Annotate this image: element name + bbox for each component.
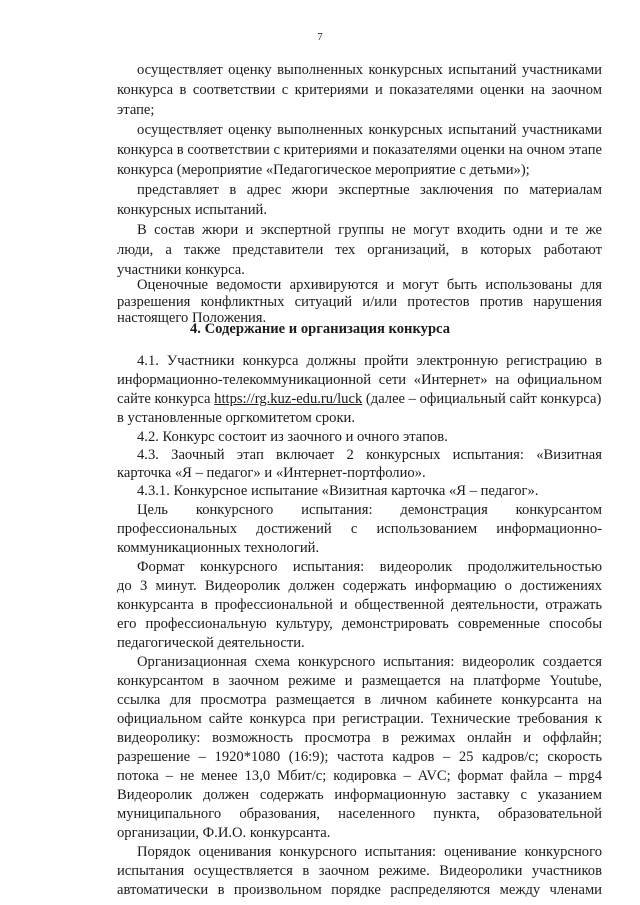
text-line: Формат конкурсного испытания: видеоролик продолжительностью [137, 559, 602, 575]
text-line: 4.2. Конкурс состоит из заочного и очного этапов. [137, 429, 448, 445]
text-line: осуществляет оценку выполненных конкурсных испытаний участниками [137, 62, 602, 78]
text-line: В состав жюри и экспертной группы не могут входить одни и те же [137, 222, 602, 238]
text-line: конкурса в соответствии с критериями и показателями оценки на очном этапе [117, 142, 602, 158]
text-line: карточка «Я – педагог» и «Интернет-портфолио». [117, 465, 426, 481]
text-line: коммуникационных технологий. [117, 540, 320, 556]
text-line: Организационная схема конкурсного испытания: видеоролик создается [137, 654, 602, 670]
text-line: официальном сайте конкурса при регистрации. Технические требования к [117, 711, 602, 727]
text-line: участники конкурса. [117, 262, 245, 278]
text-line: организации, Ф.И.О. конкурсанта. [117, 825, 331, 841]
text-line: осуществляет оценку выполненных конкурсных испытаний участниками [137, 122, 602, 138]
text-line: Оценочные ведомости архивируются и могут быть использованы для [137, 277, 602, 293]
text-line: 4.3.1. Конкурсное испытание «Визитная карточка «Я – педагог». [137, 483, 539, 499]
text-line: 4.3. Заочный этап включает 2 конкурсных испытания: «Визитная [137, 447, 602, 463]
text-line: его профессиональную культуру, демонстрировать современные способы [117, 616, 602, 632]
text-line: люди, а также представители тех организаций, в которых работают [117, 242, 602, 258]
text-line: конкурсантом в заочном режиме и размещается на платформе Youtube, [117, 673, 602, 689]
text-line: в установленные оргкомитетом сроки. [117, 410, 356, 426]
text-line: представляет в адрес жюри экспертные заключения по материалам [137, 182, 602, 198]
text-line: испытания осуществляется в заочном режиме. Видеоролики участников [117, 863, 602, 879]
text-line: ссылка для просмотра размещается в личном кабинете конкурсанта на [117, 692, 602, 708]
text-line: Цель конкурсного испытания: демонстрация конкурсантом [137, 502, 602, 518]
text-line: этапе; [117, 102, 155, 118]
text-line: информационно-телекоммуникационной сети «Интернет» на официальном [117, 372, 602, 388]
text-line: конкурсанта в профессиональной и общественной деятельности, отражать [117, 597, 602, 613]
text-line: 4.1. Участники конкурса должны пройти электронную регистрацию в [137, 353, 602, 369]
text-line: педагогической деятельности. [117, 635, 305, 651]
text-line: до 3 минут. Видеоролик должен содержать информацию о достижениях [117, 578, 602, 594]
text-line: Видеоролик должен содержать информационную заставку с указанием [117, 787, 602, 803]
text-line: муниципального образования, населенного пункта, образовательной [117, 806, 602, 822]
text-line: видеоролику: возможность просмотра в режимах онлайн и оффлайн; [117, 730, 602, 746]
text-line [117, 390, 602, 408]
text-fragment: (далее – официальный сайт конкурса) [365, 391, 602, 407]
text-line: настоящего Положения. [117, 310, 267, 326]
text-line: автоматически в произвольном порядке распределяются между членами [117, 882, 602, 898]
text-line: профессиональных достижений с использованием информационно- [117, 521, 602, 537]
text-line: потока – не менее 13,0 Мбит/с; кодировка – AVC; формат файла – mpg4 [117, 768, 602, 784]
section-heading: 4. Содержание и организация конкурса [189, 321, 451, 337]
text-line: конкурса (мероприятие «Педагогическое мероприятие с детьми»); [117, 162, 530, 178]
text-line: конкурса в соответствии с критериями и показателями оценки на заочном [117, 82, 602, 98]
text-line: разрешение – 1920*1080 (16:9); частота кадров – 25 кадров/с; скорость [117, 749, 602, 765]
contest-site-link[interactable]: https://rg.kuz-edu.ru/luck [214, 391, 363, 407]
page-number: 7 [317, 31, 323, 43]
text-line: Порядок оценивания конкурсного испытания: оценивание конкурсного [137, 844, 602, 860]
text-line: разрешения конфликтных ситуаций и/или протестов против нарушения [117, 294, 602, 310]
text-line: конкурсных испытаний. [117, 202, 267, 218]
text-fragment: сайте конкурса [117, 391, 211, 407]
